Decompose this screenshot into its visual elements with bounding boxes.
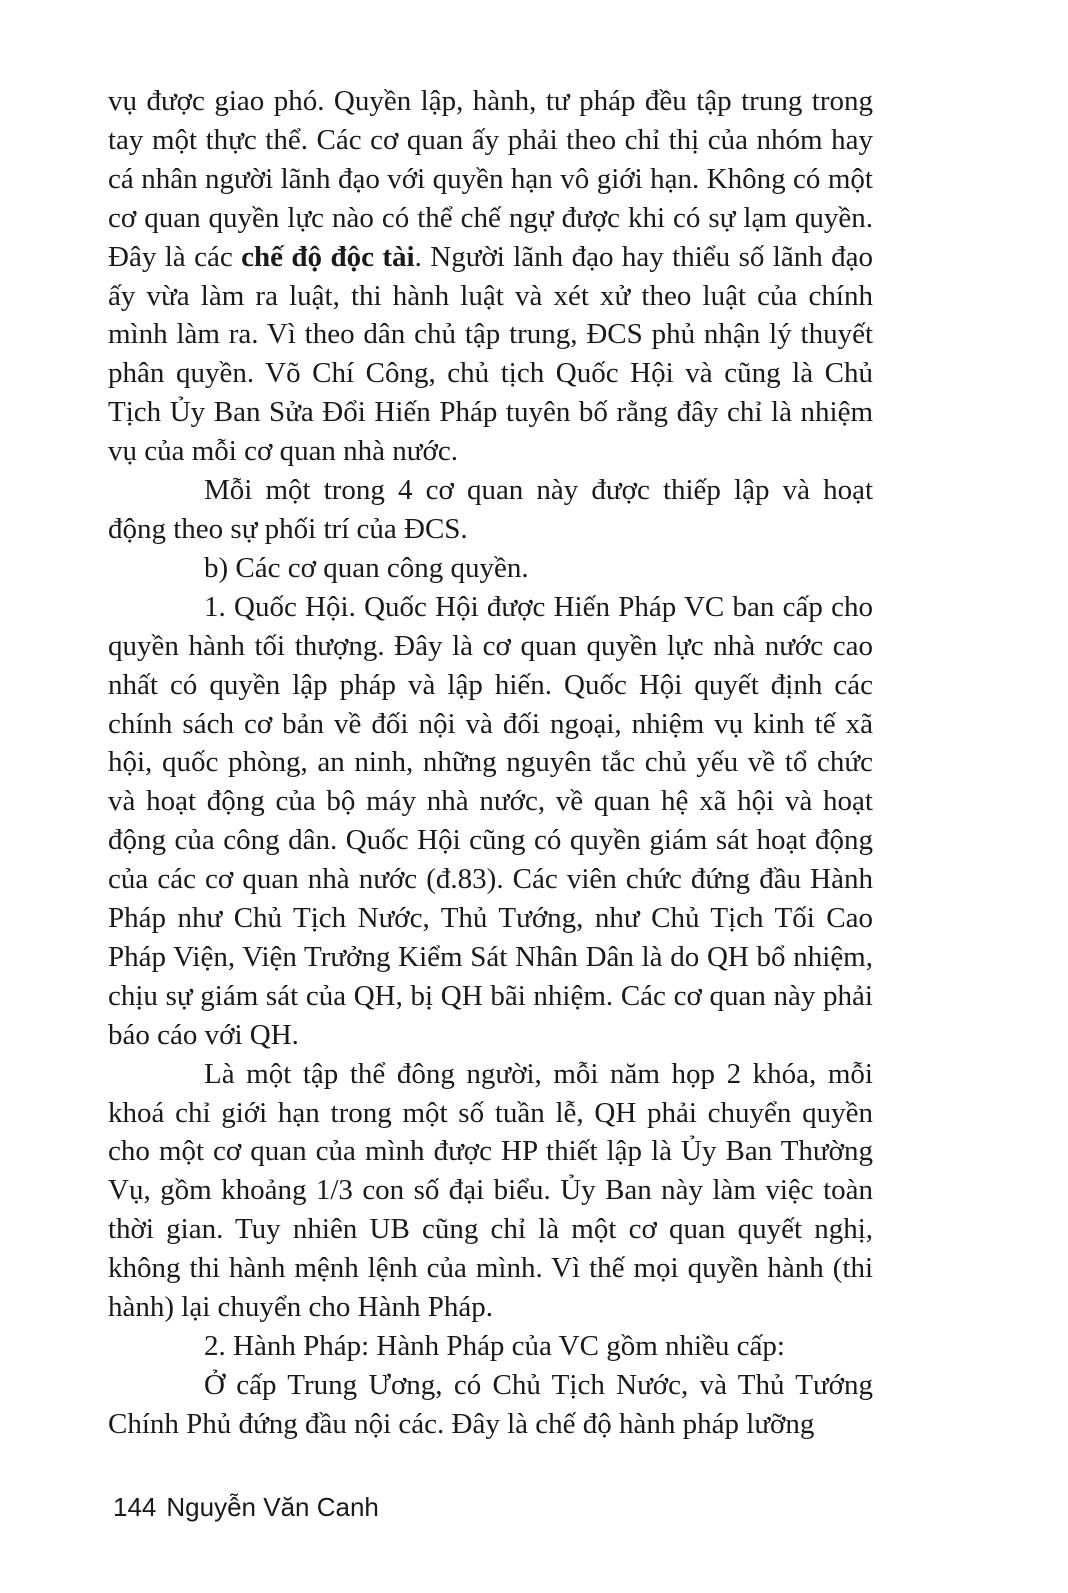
paragraph-national-assembly: 1. Quốc Hội. Quốc Hội được Hiến Pháp VC ban cấp cho quyền hành tối thượng. Đây là cơ quan quyền lực nhà nước cao nhất có quyền lập pháp và lập hiến. Quốc Hội quyết định các chính sách cơ bản về đối nội và đối ngoại, nhiệm vụ kinh tế xã hội, quốc phòng, an ninh, những nguyên tắc chủ yếu về tổ chức và hoạt động của bộ máy nhà nước, về quan hệ xã hội và hoạt động của công dân. Quốc Hội cũng có quyền giám sát hoạt động của các cơ quan nhà nước (đ.83). Các viên chức đứng đầu Hành Pháp như Chủ Tịch Nước, Thủ Tướng, như Chủ Tịch Tối Cao Pháp Viện, Viện Trưởng Kiểm Sát Nhân Dân là do QH bổ nhiệm, chịu sự giám sát của QH, bị QH bãi nhiệm. Các cơ quan này phải báo cáo với QH.	[108, 590, 873, 1051]
paragraph-four-organs: Mỗi một trong 4 cơ quan này được thiếp lập và hoạt động theo sự phối trí của ĐCS.	[108, 474, 873, 545]
author-name: Nguyễn Văn Canh	[166, 1492, 379, 1522]
page-number: 144	[113, 1492, 157, 1522]
paragraph-dictatorship	[108, 82, 873, 471]
section-heading-public-organs: b) Các cơ quan công quyền.	[204, 551, 529, 584]
paragraph-text: vụ được giao phó. Quyền lập, hành, tư pháp đều tập trung trong tay một thực thể. Các cơ quan ấy phải theo chỉ thị của nhóm hay cá nhân người lãnh đạo với quyền hạn vô giới hạn. Không có một cơ quan quyền lực nào có thể chế ngự được khi có sự lạm quyền. Đây là các	[108, 85, 873, 273]
bold-term: chế độ độc tài	[241, 240, 415, 273]
paragraph-executive-heading: 2. Hành Pháp: Hành Pháp của VC gồm nhiều cấp:	[204, 1330, 785, 1362]
page-footer	[113, 1492, 379, 1523]
page-body	[108, 82, 873, 1444]
paragraph-central-level: Ở cấp Trung Ương, có Chủ Tịch Nước, và Thủ Tướng Chính Phủ đứng đầu nội các. Đây là chế độ hành pháp lưỡng	[108, 1368, 873, 1440]
paragraph-text: . Người lãnh đạo hay thiểu số lãnh đạo ấy vừa làm ra luật, thi hành luật và xét xử theo luật của chính mình làm ra. Vì theo dân chủ tập trung, ĐCS phủ nhận lý thuyết phân quyền. Võ Chí Công, chủ tịch Quốc Hội và cũng là Chủ Tịch Ủy Ban Sửa Đổi Hiến Pháp tuyên bố rằng đây chỉ là nhiệm vụ của mỗi cơ quan nhà nước.	[108, 240, 874, 468]
paragraph-standing-committee: Là một tập thể đông người, mỗi năm họp 2 khóa, mỗi khoá chỉ giới hạn trong một số tuần lễ, QH phải chuyển quyền cho một cơ quan của mình được HP thiết lập là Ủy Ban Thường Vụ, gồm khoảng 1/3 con số đại biểu. Ủy Ban này làm việc toàn thời gian. Tuy nhiên UB cũng chỉ là một cơ quan quyết nghị, không thi hành mệnh lệnh của mình. Vì thế mọi quyền hành (thi hành) lại chuyển cho Hành Pháp.	[108, 1057, 873, 1324]
